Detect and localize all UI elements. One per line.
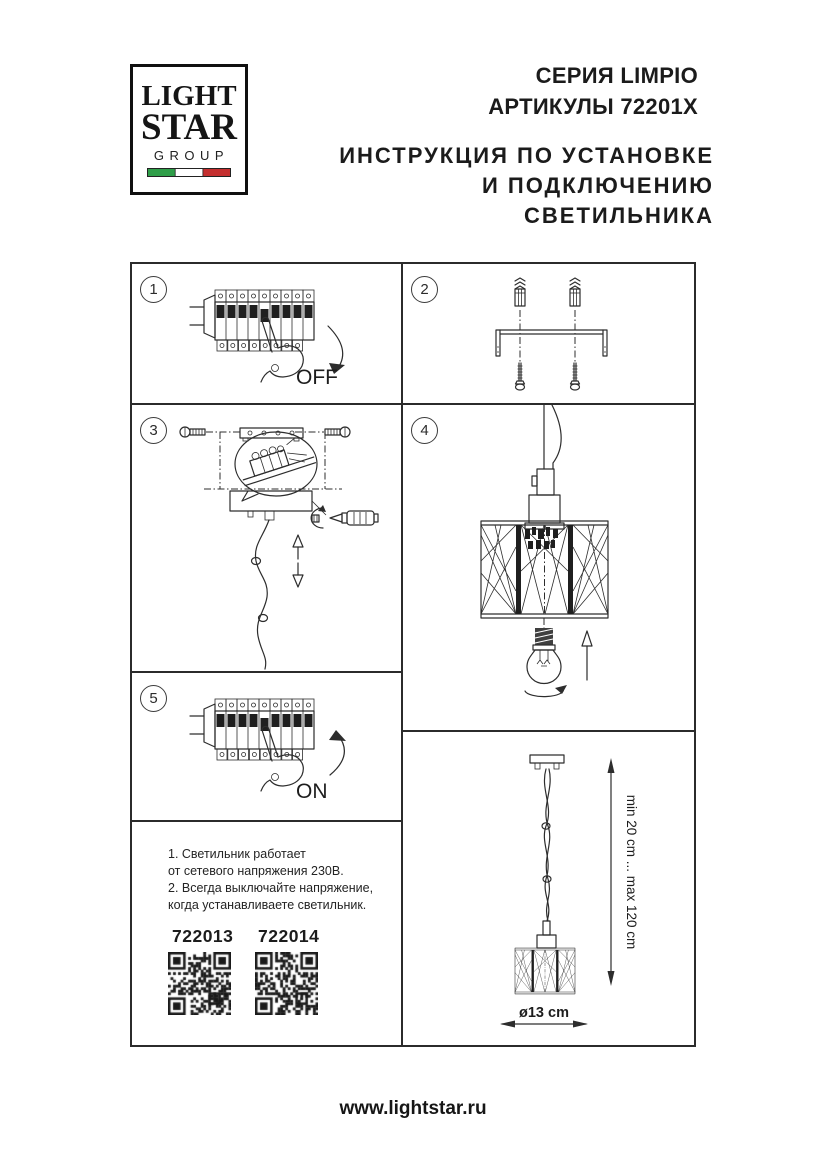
qr-code-left [168,952,231,1015]
dimension-drawing [403,732,694,1045]
panel-dimensions [403,732,694,1045]
step-5-number: 5 [140,685,167,712]
lamp-assembly-drawing [403,405,694,730]
note-line-2: от сетевого напряжения 230В. [168,864,344,878]
bulb-icon [527,628,561,684]
step-3-number: 3 [140,417,167,444]
series-title: СЕРИЯ LIMPIO [535,63,698,88]
note-line-3: 2. Всегда выключайте напряжение, [168,881,374,895]
logo-text-light: LIGHT [141,80,237,112]
panel-notes [132,822,403,1045]
note-line-1: 1. Светильник работает [168,847,306,861]
lightstar-logo [130,64,248,195]
step-4-number: 4 [411,417,438,444]
breaker-on-drawing [132,673,401,820]
safety-notes [168,846,373,914]
adjust-arrows-icon [293,535,303,587]
step-1-number: 1 [140,276,167,303]
instruction-title-line1: ИНСТРУКЦИЯ ПО УСТАНОВКЕ [339,143,714,168]
article-number-722013: 722013 [172,926,234,946]
instruction-grid [130,262,696,1047]
website-url: www.lightstar.ru [339,1098,487,1119]
panel-step-1 [132,264,403,405]
off-label: OFF [296,366,338,389]
panel-step-4 [403,405,694,732]
step-2-number: 2 [411,276,438,303]
article-number-722014: 722014 [258,926,320,946]
panel-step-3 [132,405,403,673]
logo-text-star: STAR [141,107,237,148]
qr-code-right [255,952,318,1015]
on-label: ON [296,780,328,803]
articles-title: АРТИКУЛЫ 72201X [488,94,698,119]
logo-text-group: GROUP [153,148,230,164]
panel-step-5 [132,673,403,822]
note-line-4: когда устанавливаете светильник. [168,898,367,912]
instruction-title-block [310,141,714,231]
italy-flag-icon [147,168,231,177]
panel-step-2 [403,264,694,405]
mounting-hardware-drawing [403,264,694,403]
ceiling-mount-drawing [132,405,401,671]
instruction-title-line2: И ПОДКЛЮЧЕНИЮ СВЕТИЛЬНИКА [481,173,714,228]
height-range-label: min 20 cm ... max 120 cm [624,794,639,950]
socket-hatch [525,527,558,549]
breaker-off-drawing [132,264,401,403]
diameter-label: ø13 cm [519,1005,569,1021]
series-title-block [320,60,698,122]
screwdriver-icon [311,505,378,528]
